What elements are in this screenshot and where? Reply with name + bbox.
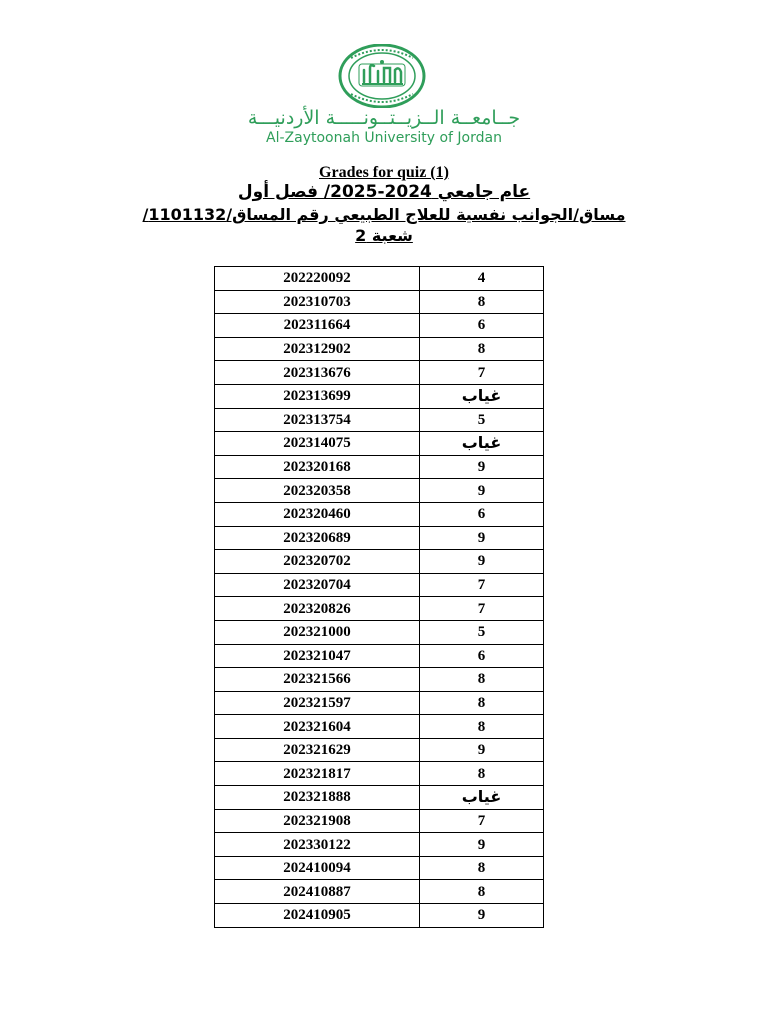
- student-id-cell: 202320702: [215, 550, 420, 574]
- grade-cell: 7: [420, 361, 544, 385]
- student-id-cell: 202314075: [215, 432, 420, 456]
- student-id-cell: 202410094: [215, 856, 420, 880]
- grade-cell: 9: [420, 833, 544, 857]
- grade-cell: 9: [420, 526, 544, 550]
- student-id-cell: 202321047: [215, 644, 420, 668]
- grade-cell: 9: [420, 550, 544, 574]
- university-name-english: Al-Zaytoonah University of Jordan: [266, 130, 502, 146]
- student-id-cell: 202313754: [215, 408, 420, 432]
- student-id-cell: 202321604: [215, 715, 420, 739]
- student-id-cell: 202310703: [215, 290, 420, 314]
- grade-cell: 8: [420, 880, 544, 904]
- table-row: [215, 880, 544, 904]
- grade-cell: 9: [420, 479, 544, 503]
- table-row: [215, 526, 544, 550]
- table-row: [215, 597, 544, 621]
- grade-cell: 8: [420, 762, 544, 786]
- student-id-cell: 202320168: [215, 455, 420, 479]
- table-row: [215, 337, 544, 361]
- grade-cell: غياب: [420, 786, 544, 810]
- table-row: [215, 384, 544, 408]
- grade-cell: غياب: [420, 384, 544, 408]
- student-id-cell: 202321888: [215, 786, 420, 810]
- student-id-cell: 202321000: [215, 620, 420, 644]
- table-row: [215, 361, 544, 385]
- table-row: [215, 904, 544, 928]
- table-row: [215, 644, 544, 668]
- table-row: [215, 550, 544, 574]
- student-id-cell: 202321629: [215, 738, 420, 762]
- table-row: [215, 809, 544, 833]
- student-id-cell: 202321597: [215, 691, 420, 715]
- grade-cell: 9: [420, 904, 544, 928]
- student-id-cell: 202313699: [215, 384, 420, 408]
- table-row: [215, 502, 544, 526]
- table-row: [215, 408, 544, 432]
- table-row: [215, 738, 544, 762]
- grade-cell: 8: [420, 290, 544, 314]
- table-row: [215, 455, 544, 479]
- table-row: [215, 786, 544, 810]
- quiz-title: Grades for quiz (1): [319, 164, 449, 181]
- student-id-cell: 202320358: [215, 479, 420, 503]
- student-id-cell: 202330122: [215, 833, 420, 857]
- table-row: [215, 620, 544, 644]
- student-id-cell: 202320689: [215, 526, 420, 550]
- academic-year-line: عام جامعي 2024-2025/ فصل أول: [237, 182, 531, 202]
- university-name-arabic: جــامعــة الــزيــتــونـــــة الأردنيـــة: [247, 107, 521, 129]
- table-row: [215, 762, 544, 786]
- student-id-cell: 202321566: [215, 668, 420, 692]
- table-row: [215, 432, 544, 456]
- student-id-cell: 202321908: [215, 809, 420, 833]
- grade-cell: 5: [420, 408, 544, 432]
- grade-cell: 9: [420, 455, 544, 479]
- table-row: [215, 715, 544, 739]
- grades-table: [214, 266, 544, 928]
- section-line: شعبة 2: [355, 226, 413, 245]
- table-row: [215, 691, 544, 715]
- student-id-cell: 202313676: [215, 361, 420, 385]
- grade-cell: 8: [420, 337, 544, 361]
- grade-cell: 4: [420, 267, 544, 291]
- student-id-cell: 202220092: [215, 267, 420, 291]
- grade-cell: 7: [420, 809, 544, 833]
- course-line: مساق/الجوانب نفسية للعلاج الطبيعي رقم المساق/1101132/: [142, 205, 626, 224]
- student-id-cell: 202410905: [215, 904, 420, 928]
- student-id-cell: 202320460: [215, 502, 420, 526]
- grade-cell: 8: [420, 668, 544, 692]
- grade-cell: 6: [420, 644, 544, 668]
- grade-cell: 7: [420, 573, 544, 597]
- grade-cell: 9: [420, 738, 544, 762]
- grade-cell: 6: [420, 502, 544, 526]
- table-row: [215, 573, 544, 597]
- student-id-cell: 202320704: [215, 573, 420, 597]
- student-id-cell: 202410887: [215, 880, 420, 904]
- table-row: [215, 668, 544, 692]
- table-row: [215, 856, 544, 880]
- grade-cell: 8: [420, 856, 544, 880]
- table-row: [215, 314, 544, 338]
- student-id-cell: 202321817: [215, 762, 420, 786]
- grade-cell: 5: [420, 620, 544, 644]
- grade-cell: 8: [420, 691, 544, 715]
- table-row: [215, 833, 544, 857]
- table-row: [215, 290, 544, 314]
- student-id-cell: 202320826: [215, 597, 420, 621]
- grade-cell: غياب: [420, 432, 544, 456]
- table-row: [215, 479, 544, 503]
- student-id-cell: 202312902: [215, 337, 420, 361]
- student-id-cell: 202311664: [215, 314, 420, 338]
- grade-cell: 8: [420, 715, 544, 739]
- university-seal-icon: [337, 44, 427, 108]
- table-row: [215, 267, 544, 291]
- grade-cell: 7: [420, 597, 544, 621]
- grade-cell: 6: [420, 314, 544, 338]
